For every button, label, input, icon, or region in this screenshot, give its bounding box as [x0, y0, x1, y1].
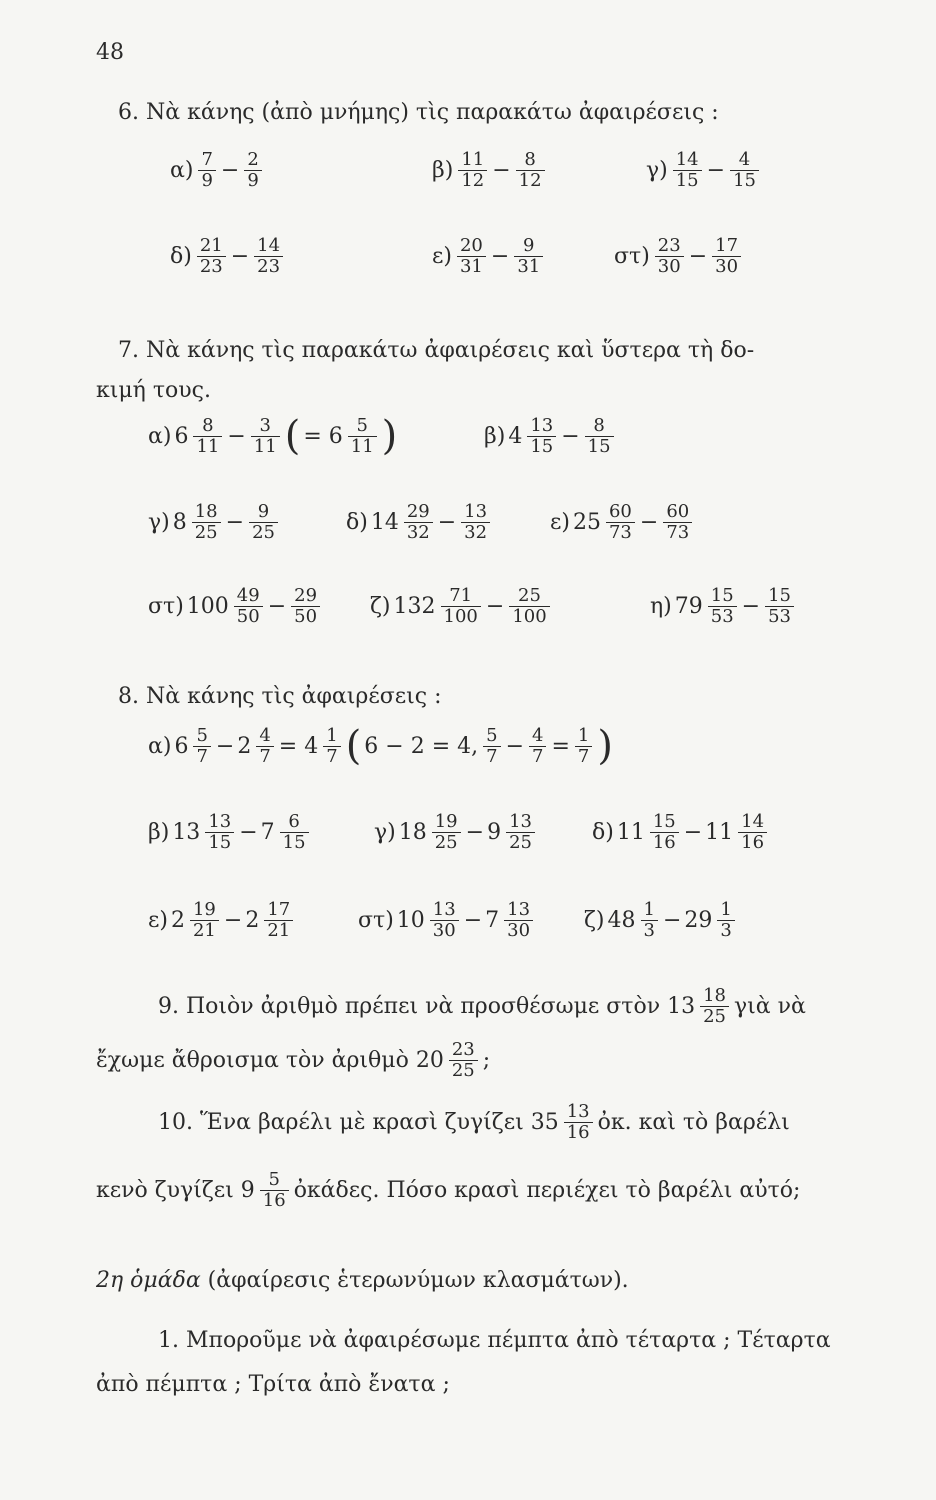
group-2-exercise-1-line1: 1. Μποροῦμε νὰ ἀφαιρέσωμε πέμπτα ἀπὸ τέταρτα ; Τέταρτα — [158, 1328, 831, 1353]
group-2-exercise-1-line2: ἀπὸ πέμπτα ; Τρίτα ἀπὸ ἔνατα ; — [96, 1372, 450, 1397]
fraction: $\frac{21}{23}$ — [197, 236, 226, 277]
item-label: δ) — [170, 243, 192, 269]
fraction: $\frac{17}{30}$ — [712, 236, 741, 277]
exercise-7-c: γ) 8 $\frac{18}{25}$ − $\frac{9}{25}$ — [148, 502, 280, 543]
fraction: $\frac{7}{9}$ — [198, 150, 215, 191]
exercise-8-a: α) 6 $\frac{5}{7}$ − 2 $\frac{4}{7}$ = 4 $\frac{1}{7}$ ( 6 − 2 = 4, $\frac{5}{7}$ − $\frac{4}{7}$ = $\frac{1}{7}$ ) — [148, 723, 613, 770]
exercise-7-f: στ) 100 $\frac{49}{50}$ − $\frac{29}{50}$ — [148, 586, 322, 627]
group-2-heading-italic: 2η ὁμάδα — [96, 1268, 201, 1293]
exercise-6-item: ε) $\frac{20}{31}$ − $\frac{9}{31}$ — [432, 236, 545, 277]
exercise-6-item: α) $\frac{7}{9}$ − $\frac{2}{9}$ — [170, 150, 264, 191]
exercise-6-item: δ) $\frac{21}{23}$ − $\frac{14}{23}$ — [170, 236, 285, 277]
exercise-8-e: ε) 2 $\frac{19}{21}$ − 2 $\frac{17}{21}$ — [148, 900, 295, 941]
fraction: $\frac{23}{30}$ — [655, 236, 684, 277]
exercise-7-d: δ) 14 $\frac{29}{32}$ − $\frac{13}{32}$ — [346, 502, 492, 543]
item-label: β) — [432, 157, 454, 183]
exercise-9-line2: ἔχωμε ἄθροισμα τὸν ἀριθμὸ 20 $\frac{23}{25}$ ; — [96, 1039, 491, 1081]
exercise-8-title: 8. Νὰ κάνης τὶς ἀφαιρέσεις : — [118, 684, 442, 709]
exercise-7-title-line2: κιμή τους. — [96, 378, 211, 403]
item-label: ε) — [432, 243, 452, 269]
exercise-7-b: β) 4 $\frac{13}{15}$ − $\frac{8}{15}$ — [484, 416, 616, 457]
exercise-8-f: στ) 10 $\frac{13}{30}$ − 7 $\frac{13}{30}$ — [358, 900, 535, 941]
fraction: $\frac{14}{23}$ — [254, 236, 283, 277]
exercise-8-c: γ) 18 $\frac{19}{25}$ − 9 $\frac{13}{25}$ — [374, 812, 537, 853]
fraction: $\frac{8}{12}$ — [516, 150, 545, 191]
exercise-8-g: ζ) 48 $\frac{1}{3}$ − 29 $\frac{1}{3}$ — [584, 900, 737, 941]
exercise-6-item: β) $\frac{11}{12}$ − $\frac{8}{12}$ — [432, 150, 547, 191]
exercise-7-e: ε) 25 $\frac{60}{73}$ − $\frac{60}{73}$ — [550, 502, 694, 543]
group-2-heading — [96, 1268, 629, 1293]
exercise-6-item: γ) $\frac{14}{15}$ − $\frac{4}{15}$ — [646, 150, 761, 191]
exercise-6-item: στ) $\frac{23}{30}$ − $\frac{17}{30}$ — [614, 236, 743, 277]
item-label: στ) — [614, 243, 650, 269]
exercise-6-title: 6. Νὰ κάνης (ἀπὸ μνήμης) τὶς παρακάτω ἀφαιρέσεις : — [118, 100, 719, 125]
item-label: α) — [170, 157, 194, 183]
exercise-7-a: α) 6 $\frac{8}{11}$ − $\frac{3}{11}$ ( = 6 $\frac{5}{11}$ ) — [148, 413, 398, 460]
exercise-10-line2: κενὸ ζυγίζει 9 $\frac{5}{16}$ ὀκάδες. Πόσο κρασὶ περιέχει τὸ βαρέλι αὐτό; — [96, 1169, 801, 1211]
exercise-8-b: β) 13 $\frac{13}{15}$ − 7 $\frac{6}{15}$ — [148, 812, 311, 853]
fraction: $\frac{20}{31}$ — [457, 236, 486, 277]
exercise-7-g: ζ) 132 $\frac{71}{100}$ − $\frac{25}{100}$ — [370, 586, 552, 627]
exercise-8-d: δ) 11 $\frac{15}{16}$ − 11 $\frac{14}{16}$ — [592, 812, 769, 853]
exercise-10-line1: 10. Ἕνα βαρέλι μὲ κρασὶ ζυγίζει 35 $\frac{13}{16}$ ὀκ. καὶ τὸ βαρέλι — [158, 1101, 790, 1143]
fraction: $\frac{4}{15}$ — [730, 150, 759, 191]
exercise-9-line1: 9. Ποιὸν ἀριθμὸ πρέπει νὰ προσθέσωμε στὸν 13 $\frac{18}{25}$ γιὰ νὰ — [158, 985, 806, 1027]
item-label: γ) — [646, 157, 668, 183]
fraction: $\frac{11}{12}$ — [458, 150, 487, 191]
exercise-7-title-line1: 7. Νὰ κάνης τὶς παρακάτω ἀφαιρέσεις καὶ ὕστερα τὴ δο- — [118, 338, 755, 363]
fraction: $\frac{9}{31}$ — [514, 236, 543, 277]
fraction: $\frac{14}{15}$ — [673, 150, 702, 191]
page-number: 48 — [96, 40, 124, 65]
fraction: $\frac{2}{9}$ — [244, 150, 261, 191]
exercise-7-h: η) 79 $\frac{15}{53}$ − $\frac{15}{53}$ — [650, 586, 796, 627]
group-2-heading-rest: (ἀφαίρεσις ἑτερωνύμων κλασμάτων). — [207, 1268, 629, 1293]
